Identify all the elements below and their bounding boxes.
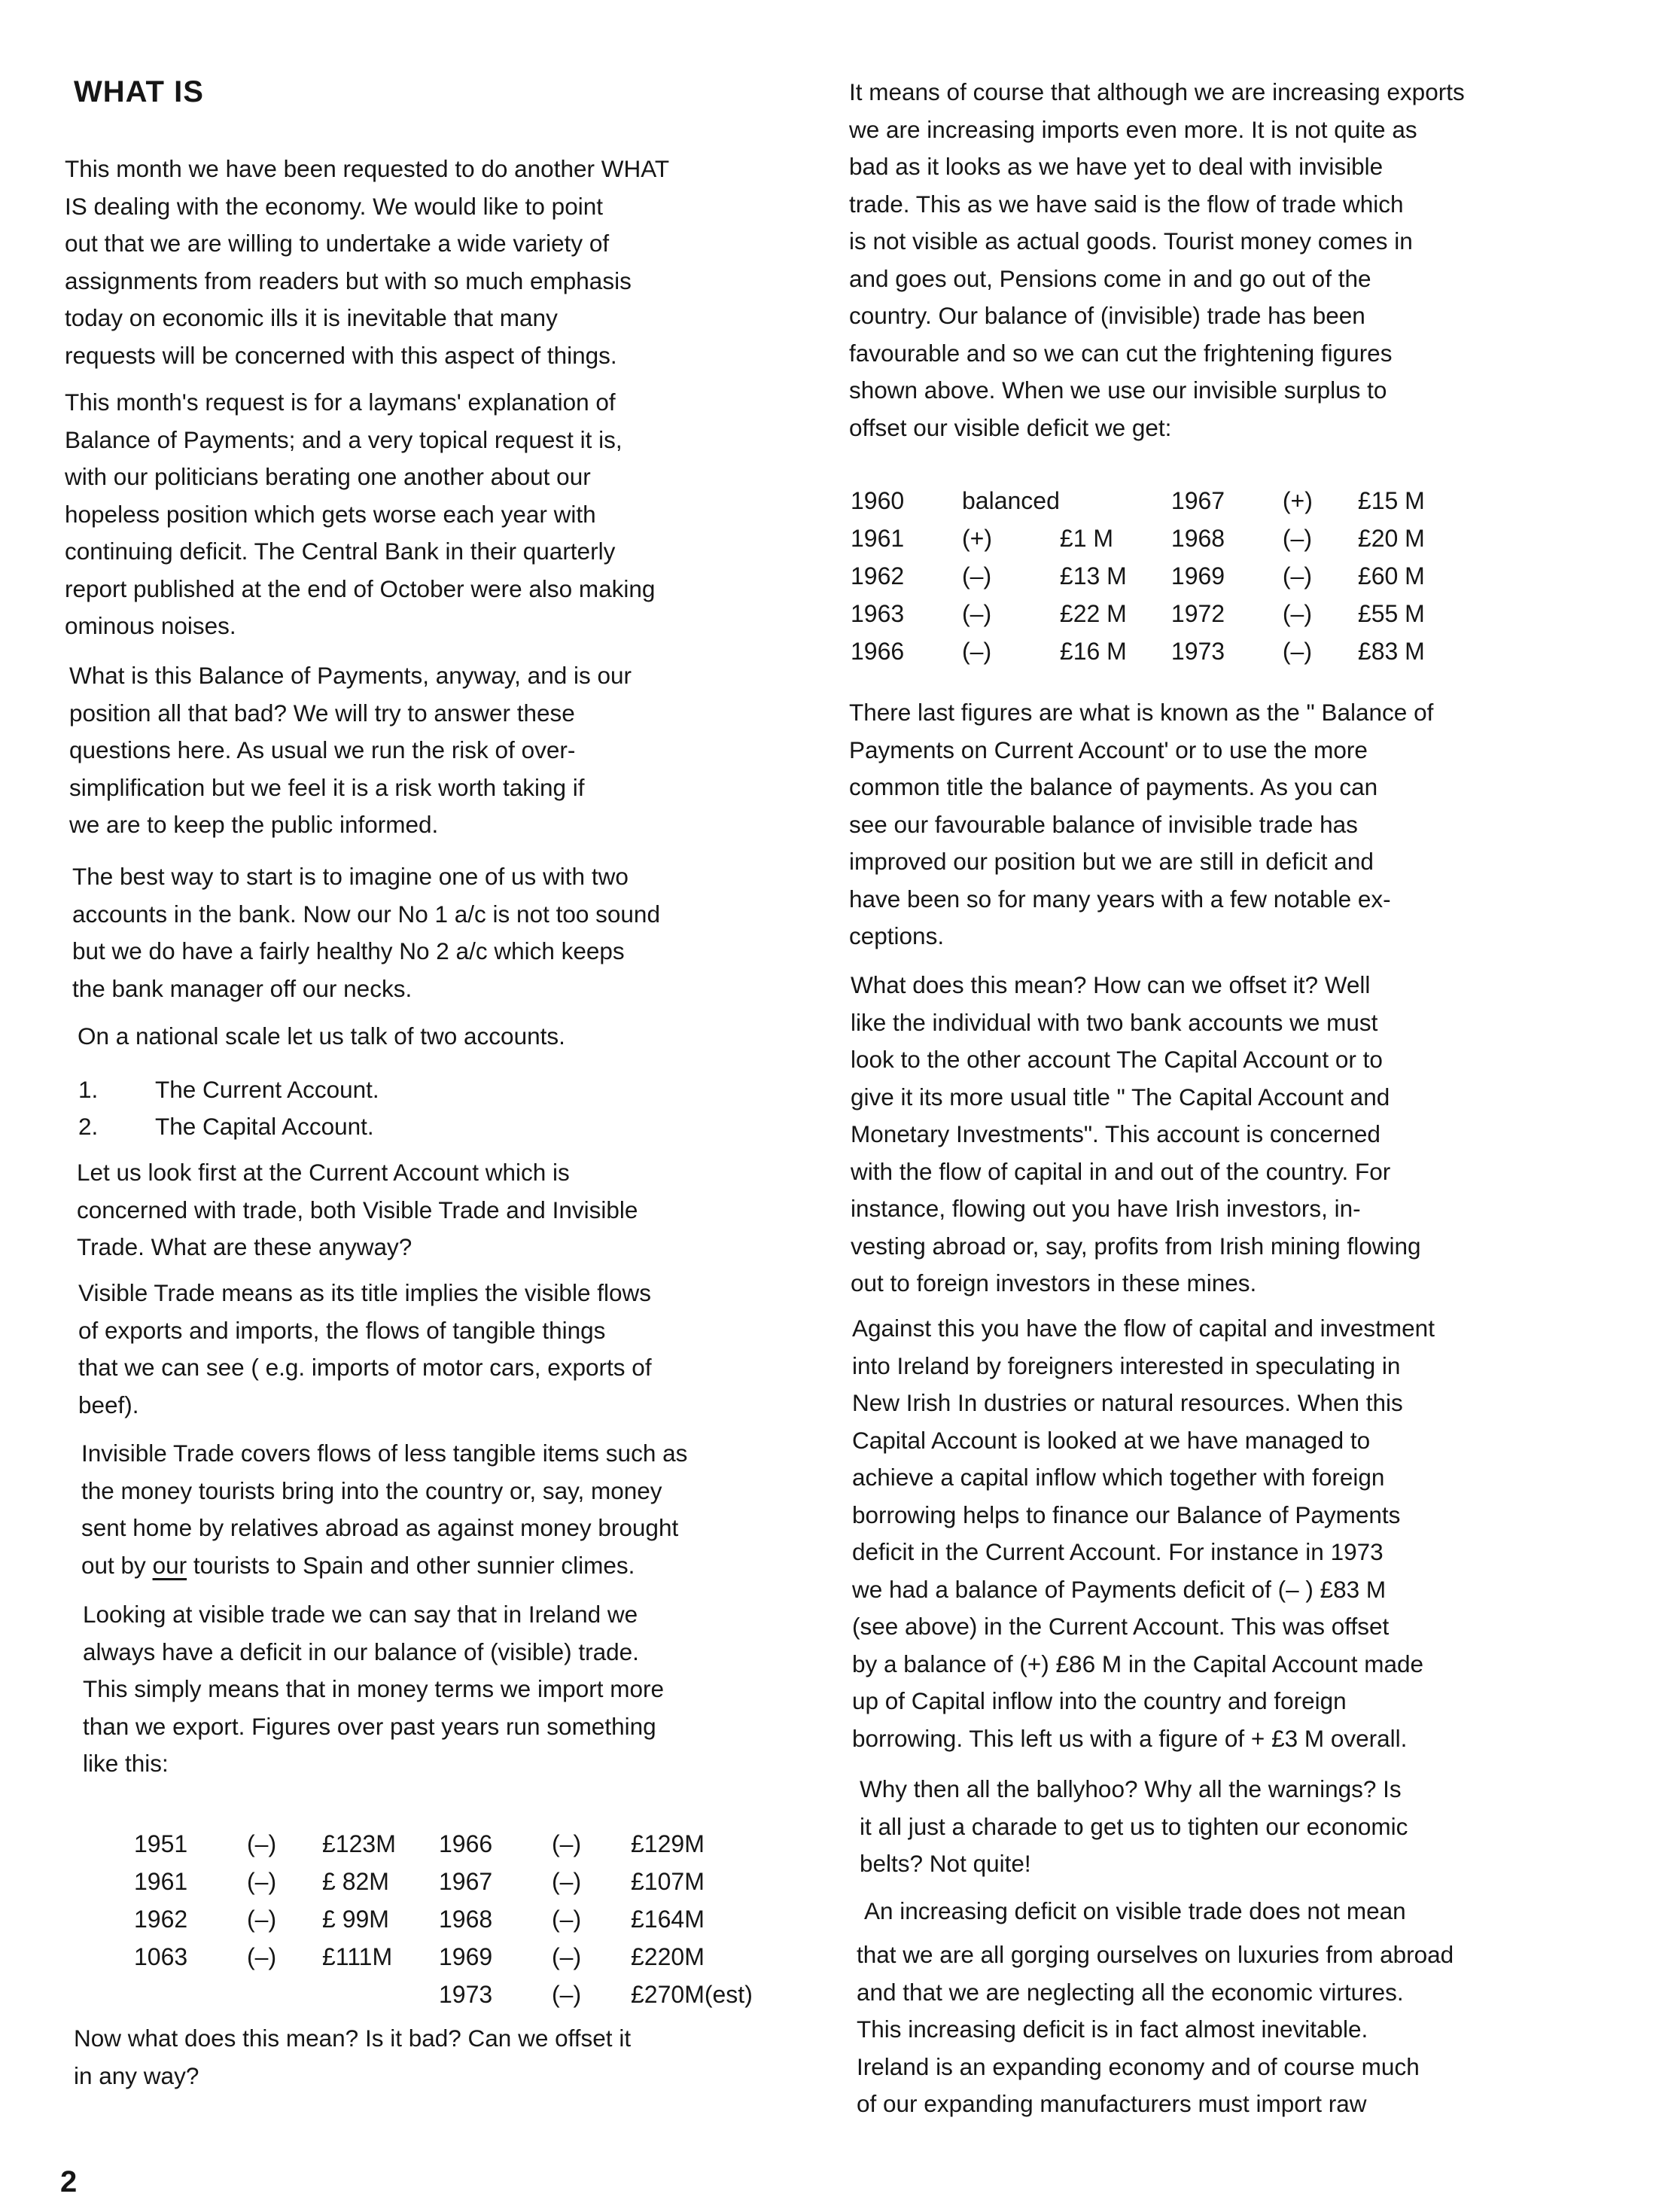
text-line: out that we are willing to undertake a wide variety of [65,230,610,257]
text-line: Payments on Current Account' or to use the more [849,736,1368,763]
text-line: the money tourists bring into the country or, say, money [81,1476,662,1504]
text-line: Looking at visible trade we can say that in Ireland we [83,1601,638,1628]
text-line: What is this Balance of Payments, anyway, and is our [69,662,632,689]
table-row [134,1825,781,1863]
list-item [78,1108,379,1145]
text-line: Against this you have the flow of capital and investment [852,1315,1435,1342]
text-line: deficit in the Current Account. For instance in 1973 [852,1538,1384,1565]
text-line: up of Capital inflow into the country and foreign [852,1687,1347,1714]
table-cell: £83 M [1357,637,1425,665]
article-heading: WHAT IS [74,75,204,108]
text-line: than we export. Figures over past years run something [83,1712,656,1740]
right-paragraph-1 [849,74,1465,446]
text-line: offset our visible deficit we get: [849,413,1172,441]
left-paragraph-3 [69,657,632,844]
table-cell: 1963 [851,599,905,627]
table-cell: £20 M [1357,524,1425,552]
text-line: hopeless position which gets worse each year with [65,500,596,528]
table-cell: £22 M [1059,599,1127,627]
table-cell: £107M [631,1867,705,1895]
text-line: of our expanding manufacturers must import raw [857,2090,1367,2117]
text-line: questions here. As usual we run the risk of over- [69,736,576,763]
table-cell: £13 M [1059,562,1127,590]
table-cell: 1969 [1170,562,1225,590]
table-row [851,595,1448,632]
text-line: Balance of Payments; and a very topical request it is, [65,425,623,453]
text-line: out to foreign investors in these mines. [851,1269,1257,1296]
table-cell [134,1976,247,2013]
table-cell: balanced [962,486,1060,514]
text-line: (see above) in the Current Account. This was offset [852,1613,1390,1640]
table-cell: (–) [552,1867,582,1895]
table-cell [247,1976,322,2013]
right-paragraph-2 [849,694,1433,955]
table-cell: (–) [1282,637,1312,665]
text-line: have been so for many years with a few notable ex- [849,885,1391,913]
text-line: of exports and imports, the flows of tangible things [78,1316,606,1344]
table-cell: (–) [962,562,992,590]
text-line: Invisible Trade covers flows of less tangible items such as [81,1440,688,1467]
table-cell: 1973 [1170,637,1225,665]
text-line: borrowing helps to finance our Balance of Payments [852,1501,1401,1528]
table-cell: (–) [247,1942,277,1970]
text-line: common title the balance of payments. As you can [849,773,1378,800]
underlined-word: our [152,1551,187,1579]
text-line: Capital Account is looked at we have managed to [852,1426,1371,1454]
table-row [134,1863,781,1900]
table-cell: £123M [322,1830,396,1857]
text-line: Why then all the ballyhoo? Why all the warnings? Is [860,1775,1402,1802]
table-cell: £129M [631,1830,705,1857]
left-paragraph-2 [65,384,655,645]
table-cell: £55 M [1357,599,1425,627]
text-line: position all that bad? We will try to answer these [69,699,575,727]
table-row [851,519,1448,557]
text-line: belts? Not quite! [860,1850,1031,1877]
text-line: borrowing. This left us with a figure of + £3 M overall. [852,1724,1408,1752]
accounts-list [78,1071,379,1145]
text-line: This month we have been requested to do another WHAT [65,155,670,182]
text-line: report published at the end of October were also making [65,574,656,602]
table-cell: (–) [552,1830,582,1857]
left-paragraph-5: On a national scale let us talk of two accounts. [78,1022,565,1050]
table-row [851,632,1448,670]
text-line: country. Our balance of (invisible) trade has been [849,302,1365,329]
text-line: improved our position but we are still in deficit and [849,848,1374,875]
text-line: is not visible as actual goods. Tourist money comes in [849,227,1413,254]
left-paragraph-10 [74,2020,631,2095]
table-row [851,482,1448,519]
table-row [134,1900,781,1938]
visible-trade-table [134,1825,781,2013]
table-cell: (–) [1282,562,1312,590]
text-line: in any way? [74,2061,199,2089]
table-cell: (–) [552,1980,582,2008]
text-line: it all just a charade to get us to tighten our economic [860,1812,1408,1840]
text-line: trade. This as we have said is the flow of trade which [849,190,1404,218]
table-cell: £16 M [1059,637,1127,665]
table-cell: (–) [247,1830,277,1857]
table-cell: 1969 [439,1942,493,1970]
table-cell: (–) [247,1867,277,1895]
table-cell: 1961 [851,524,905,552]
text-line: continuing deficit. The Central Bank in their quarterly [65,538,616,565]
text-line: shown above. When we use our invisible surplus to [849,376,1387,404]
text-line: concerned with trade, both Visible Trade and Invisible [77,1196,638,1223]
text-line: requests will be concerned with this aspect of things. [65,341,617,369]
table-cell: 1967 [439,1867,493,1895]
paragraph-text: out by [81,1551,153,1579]
table-cell: (+) [1282,486,1313,514]
table-cell: £220M [631,1942,705,1970]
right-paragraph-6: An increasing deficit on visible trade does not mean [864,1897,1406,1924]
text-line: but we do have a fairly healthy No 2 a/c which keeps [72,937,625,964]
list-item-text: The Capital Account. [155,1113,374,1140]
right-paragraph-3 [851,967,1421,1303]
text-line: with the flow of capital in and out of the country. For [851,1157,1391,1185]
text-line: and that we are neglecting all the economic virtures. [857,1978,1404,2006]
paragraph-lines [81,1440,687,1541]
text-line: that we can see ( e.g. imports of motor cars, exports of [78,1354,652,1381]
text-line: we are to keep the public informed. [69,811,439,838]
text-line: Ireland is an expanding economy and of course much [857,2052,1420,2080]
text-line: that we are all gorging ourselves on luxuries from abroad [857,1941,1454,1968]
table-cell: 1973 [439,1980,493,2008]
text-line: This increasing deficit is in fact almost inevitable. [857,2015,1368,2043]
table-cell: (–) [1282,599,1312,627]
text-line: Let us look first at the Current Account which is [77,1159,570,1186]
table-cell: £60 M [1357,562,1425,590]
text-line: This month's request is for a laymans' explanation of [65,388,616,416]
text-line: and goes out, Pensions come in and go out of the [849,264,1371,292]
list-item-number: 1. [78,1076,99,1103]
text-line: favourable and so we can cut the frightening figures [849,339,1393,367]
list-item [78,1071,379,1108]
table-cell: £164M [631,1905,705,1933]
text-line: Monetary Investments". This account is concerned [851,1120,1381,1147]
table-cell [1060,482,1171,519]
right-paragraph-4 [852,1310,1435,1757]
text-line: The best way to start is to imagine one of us with two [72,863,629,890]
table-cell: 1951 [134,1830,188,1857]
list-item-text: The Current Account. [155,1076,379,1103]
text-line: by a balance of (+) £86 M in the Capital Account made [852,1650,1424,1677]
table-cell: 1960 [851,486,905,514]
text-line: assignments from readers but with so much emphasis [65,267,632,294]
table-cell: 1962 [851,562,905,590]
text-line: It means of course that although we are increasing exports [849,78,1465,105]
table-row [851,557,1448,595]
text-line: Now what does this mean? Is it bad? Can we offset it [74,2025,632,2052]
table-cell: £ 99M [322,1905,389,1933]
text-line: into Ireland by foreigners interested in speculating in [852,1351,1401,1379]
text-line: ceptions. [849,922,945,949]
text-line: bad as it looks as we have yet to deal with invisible [849,153,1384,180]
table-cell: £111M [322,1942,393,1970]
table-cell: £1 M [1059,524,1114,552]
text-line: What does this mean? How can we offset it? Well [851,971,1371,998]
text-line: Visible Trade means as its title implies the visible flows [78,1279,651,1306]
left-paragraph-8 [81,1435,687,1584]
text-line: give it its more usual title " The Capital Account and [851,1083,1390,1111]
left-paragraph-9 [83,1596,664,1783]
table-cell: (–) [962,599,992,627]
table-cell: (+) [962,524,992,552]
text-line: look to the other account The Capital Account or to [851,1046,1383,1073]
text-line: sent home by relatives abroad as against money brought [81,1514,679,1541]
table-cell: 1967 [1170,486,1225,514]
table-cell: 1972 [1170,599,1225,627]
text-line: like the individual with two bank accounts we must [851,1008,1378,1036]
text-line: today on economic ills it is inevitable that many [65,304,558,331]
text-line: the bank manager off our necks. [72,974,412,1002]
text-line: There last figures are what is known as the " Balance of [849,699,1434,726]
page-number: 2 [60,2165,78,2198]
text-line: IS dealing with the economy. We would like to point [65,192,603,220]
table-cell: £15 M [1357,486,1425,514]
text-line: accounts in the bank. Now our No 1 a/c is not too sound [72,900,660,928]
left-paragraph-7 [78,1275,652,1424]
text-line: This simply means that in money terms we import more [83,1675,664,1702]
text-line: see our favourable balance of invisible trade has [849,810,1358,838]
list-item-number: 2. [78,1113,99,1140]
paragraph-text: tourists to Spain and other sunnier climes. [187,1551,635,1579]
table-cell: (–) [247,1905,277,1933]
table-row [134,1976,781,2013]
table-cell: (–) [552,1942,582,1970]
table-cell: (–) [962,637,992,665]
table-row [134,1938,781,1976]
table-cell: (–) [1282,524,1312,552]
right-paragraph-5 [860,1771,1408,1883]
table-cell: £ 82M [322,1867,389,1895]
table-cell: 1966 [439,1830,493,1857]
table-cell: 1961 [134,1867,188,1895]
table-cell: £270M(est) [631,1980,753,2008]
text-line: New Irish In dustries or natural resources. When this [852,1389,1403,1416]
table-cell: 1968 [1170,524,1225,552]
text-line: we are increasing imports even more. It is not quite as [849,115,1417,143]
text-line: with our politicians berating one another about our [65,463,591,490]
left-paragraph-4 [72,858,660,1007]
table-cell: 1962 [134,1905,188,1933]
text-line: like this: [83,1750,169,1777]
text-line: instance, flowing out you have Irish investors, in- [851,1195,1361,1222]
table-cell: 1968 [439,1905,493,1933]
left-paragraph-6 [77,1154,638,1266]
table-cell: 1063 [134,1942,188,1970]
current-account-table [851,482,1448,670]
table-cell [322,1976,439,2013]
text-line: ominous noises. [65,612,236,639]
table-cell: 1966 [851,637,905,665]
text-line: achieve a capital inflow which together with foreign [852,1464,1385,1491]
text-line: Trade. What are these anyway? [77,1233,412,1260]
text-line: simplification but we feel it is a risk worth taking if [69,773,585,801]
text-line: always have a deficit in our balance of (visible) trade. [83,1638,639,1665]
left-paragraph-1 [65,151,669,374]
right-paragraph-7 [857,1936,1454,2123]
text-line: beef). [78,1391,139,1418]
table-cell: (–) [552,1905,582,1933]
text-line: we had a balance of Payments deficit of (– ) £83 M [852,1575,1387,1603]
text-line: vesting abroad or, say, profits from Irish mining flowing [851,1232,1421,1260]
